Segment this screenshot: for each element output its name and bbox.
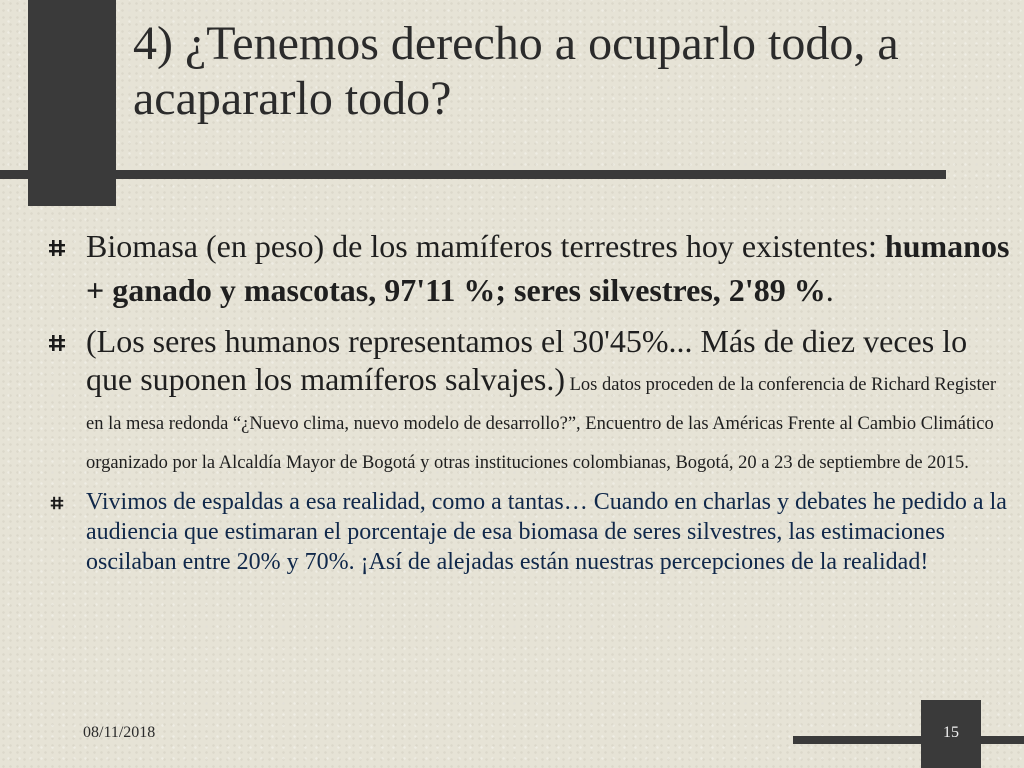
bullet-item-perception xyxy=(44,487,1016,577)
bullet-bold-text: humanos + ganado y mascotas, 97'11 %; seres silvestres, 2'89 % xyxy=(86,228,1010,308)
bullet-text-end: . xyxy=(825,272,834,308)
hash-bullet-icon xyxy=(50,496,64,510)
bullet-text: Vivimos de espaldas a esa realidad, como a tantas… Cuando en charlas y debates he pedido a la audiencia que estimaran el porcentaje de esa biomasa de seres silvestres, las estimaciones oscilaban entre 20% y 70%. ¡Así de alejadas están nuestras percepciones de la realidad! xyxy=(86,489,1007,575)
footer-divider xyxy=(793,736,1024,744)
bullet-item-biomass xyxy=(44,224,1016,312)
page-number: 15 xyxy=(943,724,959,741)
hash-bullet-icon xyxy=(48,334,66,352)
bullet-large-text: (Los seres humanos representamos el 30'45%... Más de diez veces lo que suponen los mamíferos salvajes.) xyxy=(86,323,968,397)
bullet-item-humans xyxy=(44,322,1016,477)
hash-bullet-icon xyxy=(48,239,66,257)
source-note: Los datos proceden de la conferencia de Richard Register en la mesa redonda “¿Nuevo clima, nuevo modelo de desarrollo?”, Encuentro de las Américas Frente al Cambio Climático organizado por la Alcaldía Mayor de Bogotá y otras instituciones colombianas, Bogotá, 20 a 23 de septiembre de 2015. xyxy=(86,375,996,473)
title-divider xyxy=(0,170,946,179)
bullet-list xyxy=(44,224,1016,577)
slide-title: 4) ¿Tenemos derecho a ocuparlo todo, a acapararlo todo? xyxy=(133,17,899,125)
slide-date: 08/11/2018 xyxy=(83,724,156,741)
bullet-text: Biomasa (en peso) de los mamíferos terrestres hoy existentes: xyxy=(86,228,885,264)
